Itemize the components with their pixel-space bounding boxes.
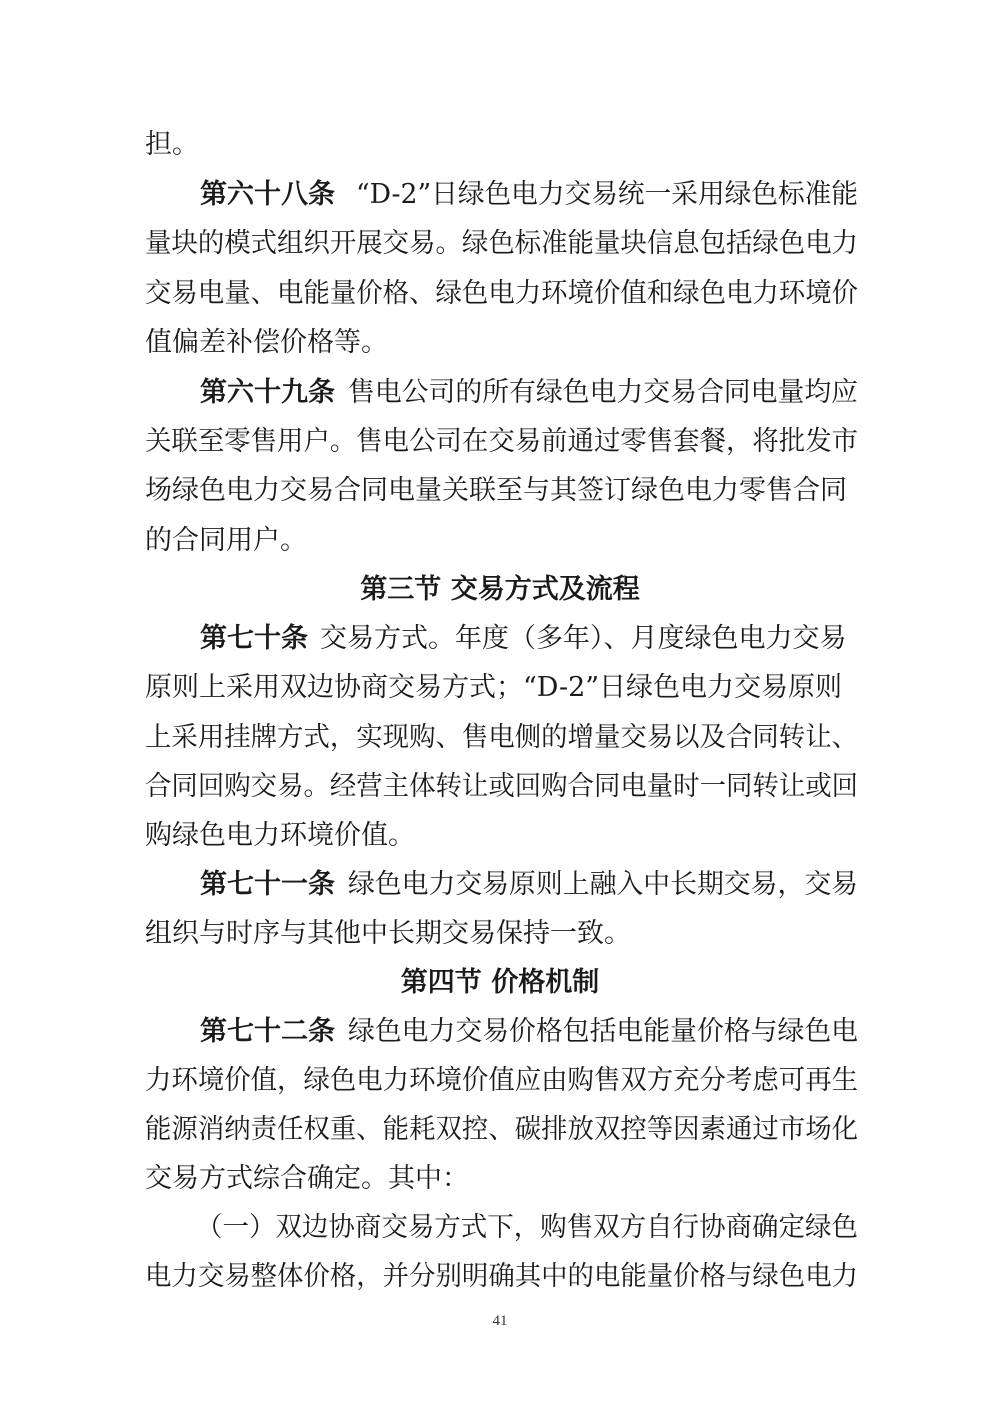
line-text: 电力交易整体价格，并分别明确其中的电能量价格与绿色电力	[145, 1261, 859, 1292]
line-text: 量块的模式组织开展交易。绿色标准能量块信息包括绿色电力	[145, 228, 859, 259]
line-text: 值偏差补偿价格等。	[145, 327, 388, 358]
text-line	[0, 416, 1000, 468]
text-line	[0, 268, 1000, 320]
line-text: 上采用挂牌方式，实现购、售电侧的增量交易以及合同转让、	[145, 722, 859, 753]
article-number: 第七十二条	[200, 1016, 335, 1047]
line-text: 交易电量、电能量价格、绿色电力环境价值和绿色电力环境价	[145, 278, 859, 309]
text-line	[0, 1153, 1000, 1205]
line-text: 绿色电力交易价格包括电能量价格与绿色电	[348, 1016, 859, 1047]
article-number: 第七十一条	[200, 869, 335, 900]
line-text: 售电公司的所有绿色电力交易合同电量均应	[348, 377, 859, 408]
text-line	[0, 908, 1000, 960]
article-number: 第六十八条	[200, 179, 335, 210]
line-text: 场绿色电力交易合同电量关联至与其签订绿色电力零售合同	[145, 475, 847, 506]
line-text: 担。	[145, 129, 199, 160]
page-number: 41	[492, 1313, 508, 1329]
text-line	[0, 515, 1000, 567]
text-line	[0, 1055, 1000, 1107]
text-line	[0, 317, 1000, 369]
line-text: 绿色电力交易原则上融入中长期交易，交易	[348, 869, 859, 900]
article-70-line	[0, 613, 1000, 665]
line-text: 购绿色电力环境价值。	[145, 820, 415, 851]
line-text: 交易方式。年度（多年）、月度绿色电力交易	[320, 623, 847, 654]
text-line	[0, 761, 1000, 813]
text-line	[0, 218, 1000, 270]
line-text: 合同回购交易。经营主体转让或回购合同电量时一同转让或回	[145, 771, 859, 802]
line-text: 力环境价值，绿色电力环境价值应由购售双方充分考虑可再生	[145, 1065, 859, 1096]
text-line	[0, 1202, 1000, 1254]
line-text: （一）双边协商交易方式下，购售双方自行协商确定绿色	[196, 1212, 858, 1243]
article-number: 第七十条	[200, 623, 308, 654]
line-text: 关联至零售用户。售电公司在交易前通过零售套餐，将批发市	[145, 426, 859, 457]
line-text: “D-2”日绿色电力交易统一采用绿色标准能	[356, 179, 859, 210]
article-72-line	[0, 1006, 1000, 1058]
text-line	[0, 465, 1000, 517]
line-text: 交易方式综合确定。其中：	[145, 1163, 469, 1194]
text-line	[0, 712, 1000, 764]
line-text: 组织与时序与其他中长期交易保持一致。	[145, 918, 631, 949]
line-text: 原则上采用双边协商交易方式；“D-2”日绿色电力交易原则	[145, 672, 843, 703]
section-heading: 第三节 交易方式及流程	[360, 574, 640, 605]
text-line	[0, 1251, 1000, 1303]
line-text: 的合同用户。	[145, 525, 307, 556]
text-line	[0, 810, 1000, 862]
text-line	[0, 662, 1000, 714]
article-71-line	[0, 859, 1000, 911]
article-68-line	[0, 169, 1000, 221]
article-number: 第六十九条	[200, 377, 335, 408]
section-heading: 第四节 价格机制	[400, 967, 600, 998]
text-line	[0, 1104, 1000, 1156]
line-text: 能源消纳责任权重、能耗双控、碳排放双控等因素通过市场化	[145, 1114, 859, 1145]
text-line	[0, 119, 1000, 171]
article-69-line	[0, 367, 1000, 419]
